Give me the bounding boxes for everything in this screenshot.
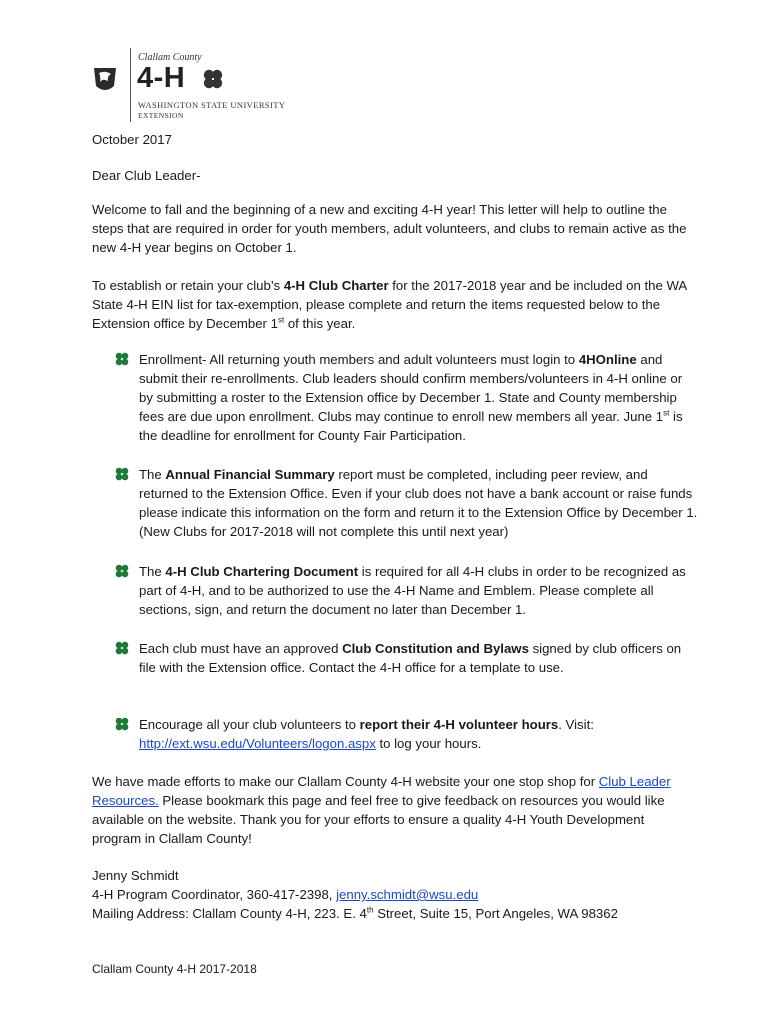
logo-university: WASHINGTON STATE UNIVERSITY <box>138 100 286 110</box>
logo-extension: EXTENSION <box>138 111 184 120</box>
signer-title: 4-H Program Coordinator, 360-417-2398, jenny.schmidt@wsu.edu <box>92 887 479 902</box>
signer-name: Jenny Schmidt <box>92 868 179 883</box>
wsu-cougar-icon <box>92 64 118 94</box>
4honline-emphasis: 4HOnline <box>578 352 637 367</box>
mailing-address: Mailing Address: Clallam County 4-H, 223. E. 4th Street, Suite 15, Port Angeles, WA 98362 <box>92 905 618 921</box>
intro-paragraph: Welcome to fall and the beginning of a new and exciting 4-H year! This letter will help to outline the steps that are required in order for youth members, adult volunteers, and clubs to remain active as the new 4-H year begins on October 1. <box>92 202 687 255</box>
volunteer-hours-emphasis: report their 4-H volunteer hours <box>359 717 559 732</box>
closing-paragraph: We have made efforts to make our Clallam County 4-H website your one stop shop for Club Leader Resources. Please bookmark this page and feel free to give feedback on resources you would like available on the website. Thank you for your efforts to ensure a quality 4-H Youth Development program in Clallam County! <box>92 774 671 846</box>
volunteer-logon-link[interactable]: http://ext.wsu.edu/Volunteers/logon.aspx <box>139 736 376 751</box>
logo-county: Clallam County <box>138 52 202 63</box>
clover-bullet-icon <box>114 467 130 481</box>
clover-bullet-icon <box>114 717 130 731</box>
charter-emphasis: 4-H Club Charter <box>283 278 389 293</box>
page-footer: Clallam County 4-H 2017-2018 <box>92 962 257 976</box>
constitution-bylaws-emphasis: Club Constitution and Bylaws <box>342 641 529 656</box>
charter-paragraph: To establish or retain your club’s 4-H Club Charter for the 2017-2018 year and be included on the WA State 4-H EIN list for tax-exemption, please complete and return the items requested below to the Extension office by December 1st of this year. <box>92 278 687 331</box>
salutation: Dear Club Leader- <box>92 168 201 183</box>
clallam-4h-wsu-logo <box>92 48 292 124</box>
letter-page: Clallam County 4-H WASHINGTON STATE UNIVERSITY EXTENSION October 2017 Dear Club Leader- Welcome to fall and the beginning of a new and exciting 4-H year! This letter will help to outline the steps that are required in order for youth members, adult volunteers, and clubs to remain active as the new 4-H year begins on October 1. To establish or retain your club’s 4-H Club Charter for the 2017-2018 year and be included on the WA State 4-H EIN list for tax-exemption, please complete and return the items requested below to the Extension office by December 1st of this year. Enrollment- All returning youth members and adult volunteers must login to 4HOnline and submit their re-enrollments. Club leaders should confirm members/volunteers in 4-H online or by submitting a roster to the Extension office by December 1. State and County membership fees are due upon enrollment. Clubs may continue to enroll new members all year. June 1st is the deadline for enrollment for County Fair Participation. The Annual Financial Summary report must be completed, including peer review, and returned to the Extension Office. Even if your club does not have a bank account or raise funds please indicate this information on the form and return it to the Extension Office by December 1. (New Clubs for 2017-2018 will not complete this until next year) The 4-H Club Chartering Document is required for all 4-H clubs in order to be recognized as part of 4-H, and to be authorized to use the 4-H Name and Emblem. Please complete all sections, sign, and return the document no later than December 1. Each club must have an approved Club Constitution and Bylaws signed by club officers on file with the Extension office. Contact the 4-H office for a template to use. Encourage all your club volunteers to report their 4-H volunteer hours. Visit: http://ext.wsu.edu/Volunteers/logon.aspx to log your hours. We have made efforts to make our Clallam County 4-H website your one stop shop for Club Leader Resources. Please bookmark this page and feel free to give feedback on resources you would like available on the website. Thank you for your efforts to ensure a quality 4-H Youth Development program in Clallam County! Jenny Schmidt 4-H Program Coordinator, 360-417-2398, jenny.schmidt@wsu.edu Mailing Address: Clallam County 4-H, 223. E. 4th Street, Suite 15, Port Angeles, WA 98362 Clallam County 4-H 2017-2018 <box>0 0 770 1024</box>
chartering-document-emphasis: 4-H Club Chartering Document <box>165 564 359 579</box>
club-leader-resources-link[interactable]: Club Leader Resources. <box>92 774 671 808</box>
logo-program: 4-H <box>137 62 186 94</box>
4h-clover-icon <box>200 66 226 92</box>
clover-bullet-icon <box>114 352 130 366</box>
logo-divider <box>130 48 131 122</box>
email-link[interactable]: jenny.schmidt@wsu.edu <box>336 887 479 902</box>
clover-bullet-icon <box>114 564 130 578</box>
financial-summary-emphasis: Annual Financial Summary <box>165 467 335 482</box>
clover-bullet-icon <box>114 641 130 655</box>
letter-date: October 2017 <box>92 132 172 147</box>
